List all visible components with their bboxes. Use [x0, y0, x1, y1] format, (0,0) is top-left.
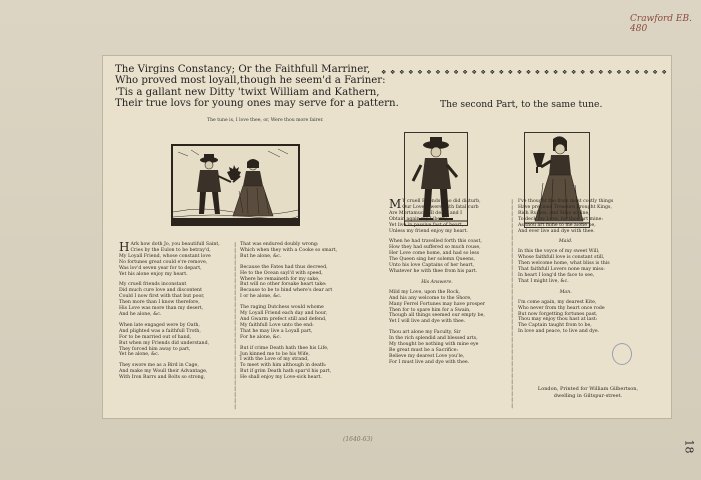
verse-line: In the rich splendid and blessed arts,	[389, 336, 478, 342]
verse-line: That I might live, &c.	[518, 278, 569, 284]
verse-line: I with the Love of my strand,	[240, 357, 309, 363]
verse-line: Cries by the Eulon to be betray'd,	[130, 247, 211, 253]
title-line: 'Tis a gallant new Ditty 'twixt William and Kathern,	[115, 86, 380, 98]
verse-line: Whose faithfull love is constant still,	[518, 255, 605, 261]
verse-line: Y cruell Friends who did disturb,	[402, 199, 481, 204]
verse-line: Obtain again my Liberty:	[389, 216, 449, 222]
tune-note: The tune is, I love thee, or, Were thou more fairer.	[207, 118, 324, 123]
verse-line: The Queen sing her solemn Queens,	[389, 257, 476, 263]
stanza	[518, 249, 613, 284]
verse-line: Ark how doth Jo, you beautifull Saint,	[130, 242, 220, 247]
printer-imprint	[518, 386, 658, 400]
verse-line: Then more than I know therefore,	[119, 300, 200, 306]
verse-line: Which when they with a Cooke so smart,	[240, 247, 338, 253]
verse-line: When he had travelled forth this coast,	[389, 239, 482, 245]
verse-line: Be great must be a Sacrifice:	[389, 347, 459, 353]
verse-line: Mild my Love, upon the Rock,	[389, 289, 461, 295]
verse-line: Was lov'd seven year for to depart,	[119, 265, 202, 271]
ballad-title	[115, 64, 399, 110]
broadside-sheet	[103, 56, 671, 418]
verse-line: When late engaged were by Oath,	[119, 322, 200, 328]
verse-line: Though all things seemed our empty be,	[389, 313, 485, 319]
verse-line: For to be married out of hand,	[119, 334, 192, 340]
verse-line: Thou may enjoy thou hast at last:	[518, 317, 598, 323]
verse-line: They swore me as a Bird in Cage,	[119, 363, 199, 369]
drop-cap: H	[119, 240, 130, 254]
page-number: 18	[682, 439, 696, 454]
verse-line: Then welcome home, what bliss is this	[518, 261, 610, 267]
second-part-heading: The second Part, to the same tune.	[440, 99, 603, 110]
verse-line: Yet I will live and dye with thee.	[389, 319, 466, 325]
decorative-border: ❖ ❖ ❖ ❖ ❖ ❖ ❖ ❖ ❖ ❖ ❖ ❖ ❖ ❖ ❖ ❖ ❖ ❖ ❖ ❖ ❖ ❖ ❖ ❖ ❖ ❖ ❖ ❖ ❖ ❖ ❖ ❖	[381, 70, 667, 76]
verse-line: Because to be to bind where's dear art	[240, 288, 333, 294]
verse-line: My thought be nothing with mine eye	[389, 342, 479, 348]
verse-column-right-1	[389, 199, 485, 371]
verse-line: And his any welcome to the Shore,	[389, 295, 472, 301]
drop-cap: M	[389, 197, 402, 211]
pencil-date-note: (1640-63)	[343, 436, 373, 443]
verse-line: Could I now first with that but poor,	[119, 294, 205, 300]
verse-line: But if grim Death hath spar'd his part,	[240, 369, 332, 375]
library-stamp	[612, 343, 632, 365]
verse-line: Thou art alone my Faculty, Sir	[389, 330, 461, 336]
verse-line: Have precious Treasure brought Kings,	[518, 204, 612, 210]
verse-column-left-1	[119, 240, 220, 386]
title-line: The Virgins Constancy; Or the Faithfull Marriner,	[115, 64, 371, 75]
verse-line: Jun kinned me to be his Wife,	[240, 351, 310, 357]
verse-line: How they had suffered so much rouse,	[389, 245, 481, 251]
verse-line: I or he alone, &c.	[240, 294, 282, 300]
verse-line: That he may live a Loyall part,	[240, 328, 313, 334]
verse-line: But when my Friends did understand,	[119, 340, 210, 346]
verse-line: He shall enjoy my Love-sick heart.	[240, 375, 322, 381]
verse-line: My faithfull Love unto the end:	[240, 322, 314, 328]
verse-line: Many Ferrel Fortunes may have prosper	[389, 301, 486, 307]
verse-line: Unless my friend enjoy my heart.	[389, 228, 468, 234]
verse-line: That faithfull Lovers none may miss:	[518, 267, 605, 273]
verse-line: And he alone, &c.	[119, 311, 162, 317]
verse-line: Did much cure love and discontent	[119, 288, 202, 294]
verse-line: Yet his alone enjoy my heart.	[119, 271, 188, 277]
verse-line: He to the Ocean sayl'd with speed,	[240, 270, 323, 276]
verse-line: Are Mortamuch all dead, and I	[389, 210, 463, 216]
stanza	[240, 265, 337, 300]
sub-heading: His Answere.	[421, 279, 453, 285]
stanza	[119, 363, 211, 381]
verse-line: And Gwarm prefect still and defend,	[240, 316, 327, 322]
verse-line: In this the voyce of my sweet Will,	[518, 249, 600, 255]
verse-line: In love and peace, to live and dye.	[518, 329, 600, 335]
verse-line: My Loyall Friend, whose constant love	[119, 253, 211, 259]
verse-line: Believe my dearest Love you'le,	[389, 353, 465, 359]
stanza	[389, 330, 485, 365]
verse-line: His Love was more than my desert,	[119, 306, 204, 312]
verse-line: And plighted was a faithfull Troth,	[119, 328, 201, 334]
sub-heading: Man.	[559, 289, 572, 295]
stanza	[240, 242, 337, 260]
stanza	[119, 240, 220, 277]
imprint-line: dwelling in Giltspur-street.	[553, 393, 623, 399]
verse-line: With Iron Barrs and Bolts so strong,	[119, 375, 206, 381]
stanza	[389, 239, 485, 274]
verse-line: In heart I long'd the face to see,	[518, 272, 595, 278]
verse-line: Then for to spare him for a Swain,	[389, 307, 471, 313]
stanza	[389, 290, 485, 325]
stanza	[240, 305, 337, 340]
stanza	[119, 282, 211, 317]
archive-mark: Crawford EB. 480	[630, 14, 692, 34]
verse-line: And make my Woull their Advantage,	[119, 369, 208, 375]
verse-line: Where he remaineth for my sake,	[240, 276, 320, 282]
verse-line: But will no other forsake heart take:	[240, 282, 327, 288]
ornament-rule: ❘ ❘ ❘ ❘ ❘ ❘ ❘ ❘ ❘ ❘ ❘ ❘ ❘ ❘ ❘ ❘ ❘ ❘ ❘ ❘ ❘ ❘ ❘ ❘ ❘ ❘ ❘ ❘ ❘ ❘ ❘ ❘ ❘ ❘ ❘	[510, 199, 514, 409]
ornament-rule: ❘ ❘ ❘ ❘ ❘ ❘ ❘ ❘ ❘ ❘ ❘ ❘ ❘ ❘ ❘ ❘ ❘ ❘ ❘ ❘ ❘ ❘ ❘ ❘ ❘ ❘ ❘ ❘	[233, 242, 237, 410]
verse-line: To meet with him although in death:	[240, 363, 327, 369]
verse-line: Who never from thy heart once rode	[518, 305, 605, 311]
woodcut-couple	[171, 144, 300, 226]
verse-line: But he alone, &c.	[240, 253, 282, 259]
verse-line: Whatever he with thee from his part.	[389, 268, 478, 274]
verse-line: Yet live in passive fast of heart,	[389, 222, 464, 228]
stanza	[240, 346, 337, 381]
verse-line: Unto his love Captains of her heart,	[389, 263, 475, 269]
stanza	[518, 300, 613, 335]
verse-line: I've thought the from most costly things	[518, 199, 614, 204]
verse-line: For he alone, &c.	[240, 334, 282, 340]
verse-line: My Loyall Friend each day and hour,	[240, 311, 328, 317]
verse-line: Rich Rubies, and Silks so fine,	[518, 210, 590, 216]
imprint-line: London, Printed for William Gilbertson,	[537, 386, 639, 392]
stanza	[389, 199, 485, 234]
verse-line: As thou art mine to me alone be,	[518, 222, 596, 228]
verse-line: That was endured doubly wrong:	[240, 242, 319, 247]
verse-line: But if crime Death hath thee his Life,	[240, 345, 329, 351]
verse-line: For I must live and dye with thee.	[389, 359, 470, 365]
verse-line: But now forgetting fortunes past,	[518, 311, 598, 317]
title-line: Who proved most loyall,though he seem'd a Fariner:	[115, 75, 386, 87]
verse-line: Yet he alone, &c.	[119, 352, 160, 358]
stanza	[119, 323, 211, 358]
verse-line: Our Lovers were with fatal curb	[402, 204, 479, 210]
verse-line: To deck my Love, for thou art mine:	[518, 216, 603, 222]
verse-column-left-2	[240, 242, 337, 386]
verse-line: They forced him away to part,	[119, 346, 191, 352]
verse-line: Her Love come home, and had so less	[389, 251, 480, 257]
verse-line: I'm come again, my dearest Kite,	[518, 299, 597, 305]
verse-line: Because the Fates had thus decreed,	[240, 264, 328, 270]
verse-line: My cruell friends inconstant	[119, 282, 187, 288]
sub-heading: Maid.	[558, 239, 573, 245]
verse-line: And ever live and dye with thee.	[518, 228, 595, 234]
verse-line: No fortunes great could e're remove,	[119, 259, 208, 265]
stanza	[518, 199, 613, 234]
verse-line: The raging Dutchess would whome	[240, 305, 324, 311]
verse-line: The Captain taught from to be,	[518, 323, 592, 329]
title-line: Their true lovs for young ones may serve for a pattern.	[115, 98, 399, 110]
verse-column-right-2	[518, 199, 613, 340]
